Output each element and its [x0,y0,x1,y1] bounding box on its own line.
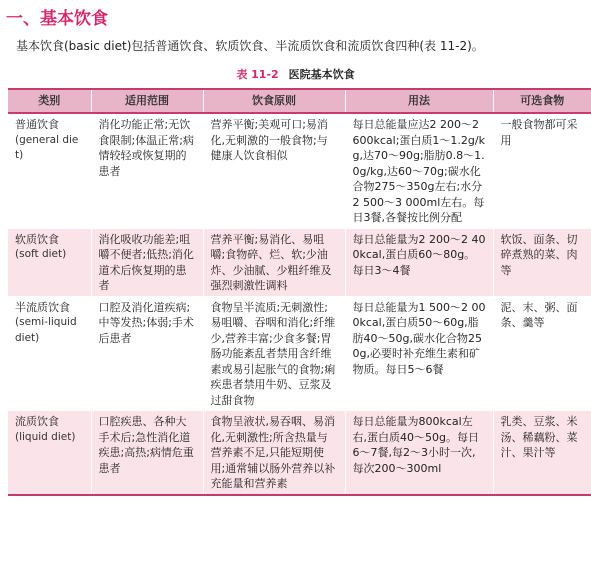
cell-foods: 一般食物都可采用 [493,113,591,228]
cell-foods: 软饭、面条、切碎煮熟的菜、肉等 [493,228,591,296]
diet-table [8,88,591,496]
cell-scope: 消化功能正常;无饮食限制;体温正常;病情较轻或恢复期的患者 [91,113,203,228]
cell-principle: 营养平衡;美观可口;易消化,无刺激的一般食物;与健康人饮食相似 [203,113,345,228]
table-row [8,411,591,495]
table-row [8,296,591,411]
cell-category [8,228,91,296]
table-caption-title: 医院基本饮食 [288,68,355,81]
cell-scope: 消化吸收功能差;咀嚼不便者;低热;消化道术后恢复期的患者 [91,228,203,296]
cell-scope: 口腔及消化道疾病;中等发热;体弱;手术后患者 [91,296,203,411]
cell-usage: 每日总能量为1 500～2 000kcal,蛋白质50～60g,脂肪40～50g,碳水化合物250g,必要时补充维生素和矿物质。每日5～6餐 [345,296,493,411]
cell-usage: 每日总能量应达2 200～2 600kcal;蛋白质1～1.2g/kg,达70～90g;脂肪0.8～1.0g/kg,达60～70g;碳水化合物275～350g左右;水分2 500～3 000ml左右。每日3餐,各餐按比例分配 [345,113,493,228]
header-foods: 可选食物 [493,89,591,113]
table-row [8,228,591,296]
cell-category [8,296,91,411]
intro-paragraph: 基本饮食(basic diet)包括普通饮食、软质饮食、半流质饮食和流质饮食四种(表 11-2)。 [16,39,484,53]
section-heading: 一、基本饮食 [6,9,108,29]
category-english: (liquid diet) [15,430,76,443]
cell-principle: 食物呈液状,易吞咽、易消化,无刺激性;所含热量与营养素不足,只能短期使用;通常辅以肠外营养以补充能量和营养素 [203,411,345,495]
category-english: (soft diet) [15,248,67,260]
cell-scope: 口腔疾患、各种大手术后;急性消化道疾患;高热;病情危重患者 [91,411,203,495]
header-usage: 用法 [345,89,493,113]
cell-category [8,411,91,495]
table-caption-number: 表 11-2 [236,68,279,81]
category-english: (general diet) [15,133,79,161]
header-category: 类别 [8,89,91,113]
category-name: 半流质饮食 [15,300,70,314]
table-header-row [8,89,591,113]
cell-foods: 泥、末、粥、面条、羹等 [493,296,591,411]
cell-principle: 食物呈半流质;无刺激性;易咀嚼、吞咽和消化;纤维少,营养丰富;少食多餐;胃肠功能紊乱者禁用含纤维素或易引起胀气的食物;痢疾患者禁用牛奶、豆浆及过甜食物 [203,296,345,411]
header-principle: 饮食原则 [203,89,345,113]
cell-principle: 营养平衡;易消化、易咀嚼;食物碎、烂、软;少油炸、少油腻、少粗纤维及强烈刺激性调料 [203,228,345,296]
header-scope: 适用范围 [91,89,203,113]
category-name: 普通饮食 [15,118,59,131]
cell-category [8,113,91,228]
cell-foods: 乳类、豆浆、米汤、稀藕粉、菜汁、果汁等 [493,411,591,495]
category-name: 流质饮食 [15,415,59,428]
category-name: 软质饮食 [15,232,59,246]
category-english: (semi-liquid diet) [15,316,77,344]
table-caption [0,66,591,82]
cell-usage: 每日总能量为2 200～2 400kcal,蛋白质60～80g。每日3～4餐 [345,228,493,296]
table-row [8,113,591,228]
cell-usage: 每日总能量为800kcal左右,蛋白质40～50g。每日6～7餐,每2～3小时一次,每次200～300ml [345,411,493,495]
